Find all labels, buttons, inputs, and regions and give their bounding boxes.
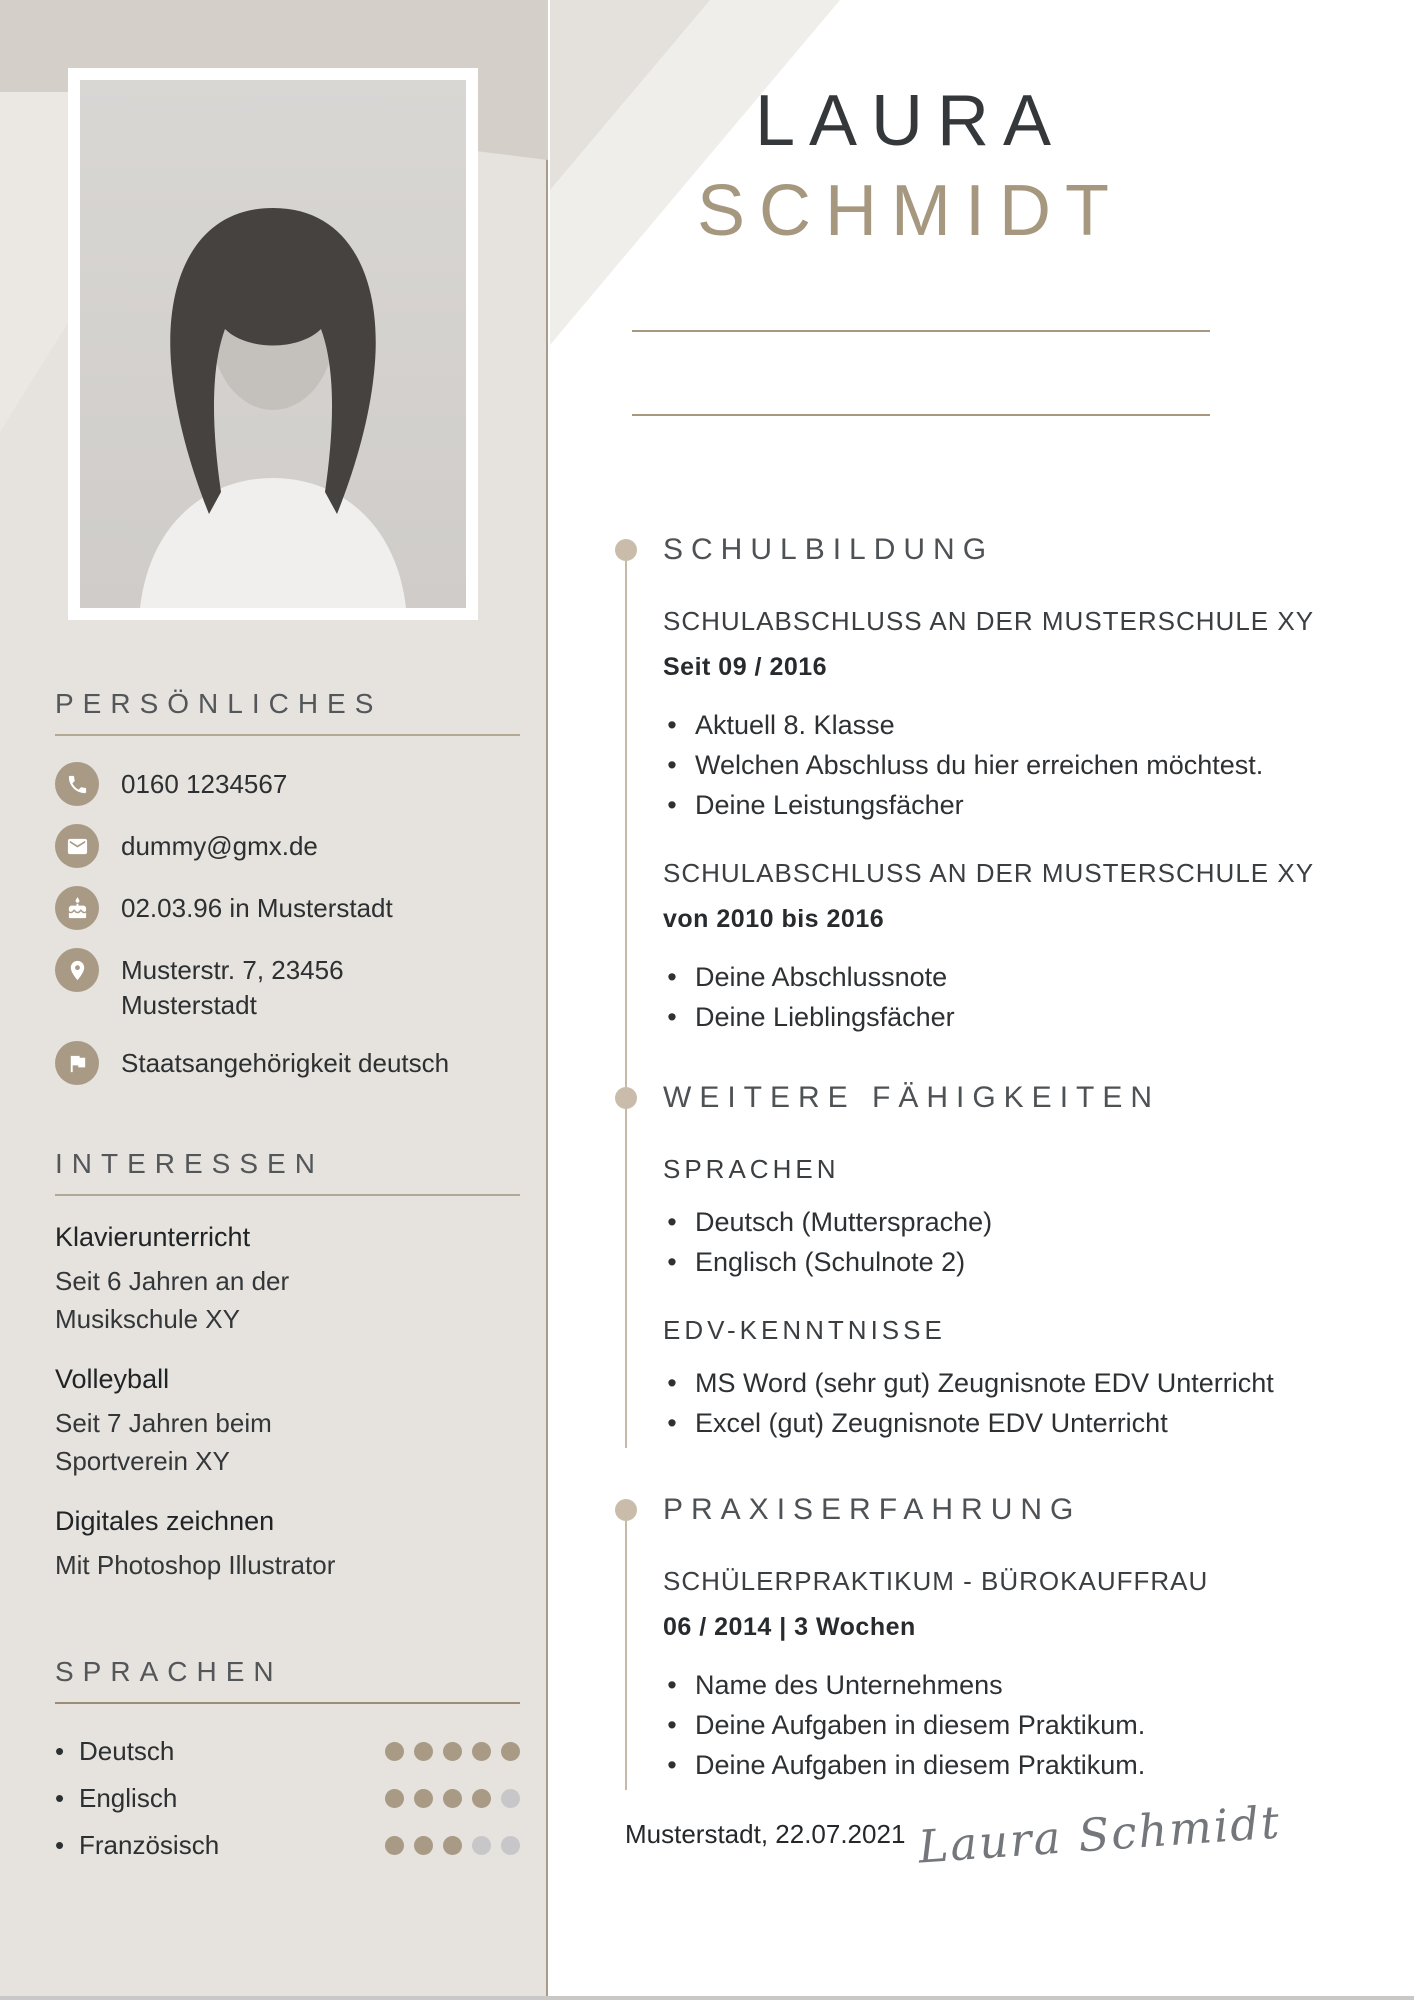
interest-description: Mit Photoshop Illustrator [55, 1550, 336, 1580]
languages-section [55, 1656, 520, 1869]
contact-item [55, 824, 520, 868]
timeline-dot [615, 1499, 637, 1521]
contact-list [55, 762, 520, 1085]
bullet-marker: • [667, 1408, 677, 1438]
timeline-dot [615, 1087, 637, 1109]
bullet-text: Deine Leistungsfächer [695, 790, 964, 820]
bullet-list [663, 1364, 1325, 1442]
footer [625, 1795, 1293, 1874]
level-dots [385, 1742, 520, 1761]
bullet-list [663, 1666, 1325, 1784]
interest-description: Seit 6 Jahren an der Musikschule XY [55, 1266, 290, 1334]
cv-section [625, 528, 1325, 1036]
level-dot [501, 1789, 520, 1808]
sidebar [0, 0, 548, 2000]
level-dot [501, 1742, 520, 1761]
level-dot [443, 1836, 462, 1855]
contact-text: 0160 1234567 [121, 769, 288, 799]
bullet-text: Aktuell 8. Klasse [695, 710, 895, 740]
divider [55, 734, 520, 736]
section-title: WEITERE FÄHIGKEITEN [663, 1081, 1161, 1114]
contact-text: dummy@gmx.de [121, 831, 318, 861]
location-icon [55, 948, 99, 992]
last-name: SCHMIDT [697, 171, 1123, 251]
bullet-item [663, 1404, 1325, 1442]
bullet-item [663, 1706, 1325, 1744]
email-icon [55, 824, 99, 868]
bullet-marker: • [667, 1750, 677, 1780]
interest-item [55, 1364, 520, 1480]
bullet-item [663, 1746, 1325, 1784]
profile-photo [80, 80, 466, 608]
level-dot [385, 1789, 404, 1808]
entry-heading: SPRACHEN [663, 1154, 840, 1184]
bullet-list [663, 706, 1325, 824]
entry-heading: SCHULABSCHLUSS AN DER MUSTERSCHULE XY [663, 858, 1315, 888]
interests-section [55, 1148, 520, 1584]
level-dot [385, 1742, 404, 1761]
level-dot [385, 1836, 404, 1855]
interest-name: Digitales zeichnen [55, 1506, 275, 1536]
entry-date: von 2010 bis 2016 [663, 905, 885, 933]
bullet-marker: • [667, 1002, 677, 1032]
bullet-item [663, 1666, 1325, 1704]
language-name: Deutsch [79, 1736, 175, 1766]
interests-title: INTERESSEN [55, 1148, 324, 1179]
bullet-list [663, 1203, 1325, 1281]
bullet-item [663, 786, 1325, 824]
section-entry [625, 1315, 1325, 1442]
language-name: Englisch [79, 1783, 178, 1813]
bullet-item [663, 1203, 1325, 1241]
phone-icon [55, 762, 99, 806]
section-title: SCHULBILDUNG [663, 533, 995, 566]
section-entry [625, 1154, 1325, 1281]
interest-item [55, 1222, 520, 1338]
bullet-text: Deine Aufgaben in diesem Praktikum. [695, 1710, 1146, 1740]
timeline-dot [615, 539, 637, 561]
name-block [560, 78, 1260, 254]
bullet-marker: • [667, 1710, 677, 1740]
section-title: PRAXISERFAHRUNG [663, 1493, 1082, 1526]
section-entry [625, 606, 1325, 824]
bullet-item [663, 1243, 1325, 1281]
contact-text: 02.03.96 in Musterstadt [121, 893, 393, 923]
entry-heading: EDV-KENNTNISSE [663, 1315, 946, 1345]
bullet-marker: • [667, 790, 677, 820]
entry-date: 06 / 2014 | 3 Wochen [663, 1613, 916, 1641]
page-edge [0, 1996, 1414, 2000]
entry-date: Seit 09 / 2016 [663, 653, 828, 681]
section-entry [625, 858, 1325, 1036]
interest-description: Seit 7 Jahren beim Sportverein XY [55, 1408, 272, 1476]
level-dots [385, 1789, 520, 1808]
bullet-item [663, 1364, 1325, 1402]
bullet-marker: • [667, 710, 677, 740]
language-row [55, 1822, 520, 1869]
contact-item [55, 762, 520, 806]
interest-name: Volleyball [55, 1364, 170, 1394]
signature: Laura Schmidt [916, 1795, 1283, 1874]
bullet-marker: • [55, 1783, 65, 1813]
contact-item [55, 948, 520, 1023]
first-name: LAURA [754, 81, 1066, 161]
level-dot [501, 1836, 520, 1855]
birthday-icon [55, 886, 99, 930]
languages-title: SPRACHEN [55, 1656, 283, 1687]
bullet-marker: • [55, 1736, 65, 1766]
interest-item [55, 1506, 520, 1584]
bullet-text: Englisch (Schulnote 2) [695, 1247, 966, 1277]
personal-section [55, 688, 520, 1085]
timeline-group [625, 1488, 1325, 1784]
bullet-marker: • [55, 1830, 65, 1860]
portrait-silhouette [80, 80, 466, 608]
level-dot [472, 1742, 491, 1761]
place-and-date: Musterstadt, 22.07.2021 [625, 1819, 906, 1849]
level-dot [443, 1789, 462, 1808]
bullet-marker: • [667, 1247, 677, 1277]
contact-text: Musterstr. 7, 23456 Musterstadt [121, 955, 344, 1020]
bullet-item [663, 998, 1325, 1036]
bullet-text: MS Word (sehr gut) Zeugnisnote EDV Unterricht [695, 1368, 1274, 1398]
bullet-text: Name des Unternehmens [695, 1670, 1003, 1700]
bullet-marker: • [667, 750, 677, 780]
interests-list [55, 1222, 520, 1584]
main-sections [625, 528, 1325, 1786]
header-line-bottom [632, 414, 1210, 416]
timeline-line [625, 550, 627, 1448]
bullet-marker: • [667, 962, 677, 992]
bullet-item [663, 958, 1325, 996]
level-dot [414, 1836, 433, 1855]
bullet-list [663, 958, 1325, 1036]
divider [55, 1194, 520, 1196]
timeline-line [625, 1510, 627, 1790]
bullet-text: Deine Abschlussnote [695, 962, 948, 992]
contact-text: Staatsangehörigkeit deutsch [121, 1048, 450, 1078]
bullet-text: Deutsch (Muttersprache) [695, 1207, 993, 1237]
section-title-row [625, 1488, 1325, 1532]
level-dot [472, 1836, 491, 1855]
contact-item [55, 1041, 520, 1085]
entry-heading: SCHULABSCHLUSS AN DER MUSTERSCHULE XY [663, 606, 1315, 636]
section-entry [625, 1566, 1325, 1784]
bullet-marker: • [667, 1207, 677, 1237]
bullet-text: Deine Aufgaben in diesem Praktikum. [695, 1750, 1146, 1780]
header-line-top [632, 330, 1210, 332]
bullet-marker: • [667, 1368, 677, 1398]
bullet-text: Welchen Abschluss du hier erreichen möchtest. [695, 750, 1264, 780]
entry-heading: SCHÜLERPRAKTIKUM - BÜROKAUFFRAU [663, 1566, 1209, 1596]
language-row [55, 1775, 520, 1822]
language-row [55, 1728, 520, 1775]
level-dots [385, 1836, 520, 1855]
contact-item [55, 886, 520, 930]
interest-name: Klavierunterricht [55, 1222, 251, 1252]
cv-section [625, 1488, 1325, 1784]
bullet-marker: • [667, 1670, 677, 1700]
bullet-item [663, 706, 1325, 744]
level-dot [414, 1789, 433, 1808]
level-dot [414, 1742, 433, 1761]
section-title-row [625, 1076, 1325, 1120]
profile-photo-frame [68, 68, 478, 620]
cv-section [625, 1076, 1325, 1442]
level-dot [443, 1742, 462, 1761]
language-name: Französisch [79, 1830, 220, 1860]
language-list [55, 1728, 520, 1869]
flag-icon [55, 1041, 99, 1085]
divider [55, 1702, 520, 1704]
bullet-text: Excel (gut) Zeugnisnote EDV Unterricht [695, 1408, 1168, 1438]
personal-title: PERSÖNLICHES [55, 688, 383, 719]
section-title-row [625, 528, 1325, 572]
level-dot [472, 1789, 491, 1808]
timeline-group [625, 528, 1325, 1442]
bullet-text: Deine Lieblingsfächer [695, 1002, 955, 1032]
bullet-item [663, 746, 1325, 784]
